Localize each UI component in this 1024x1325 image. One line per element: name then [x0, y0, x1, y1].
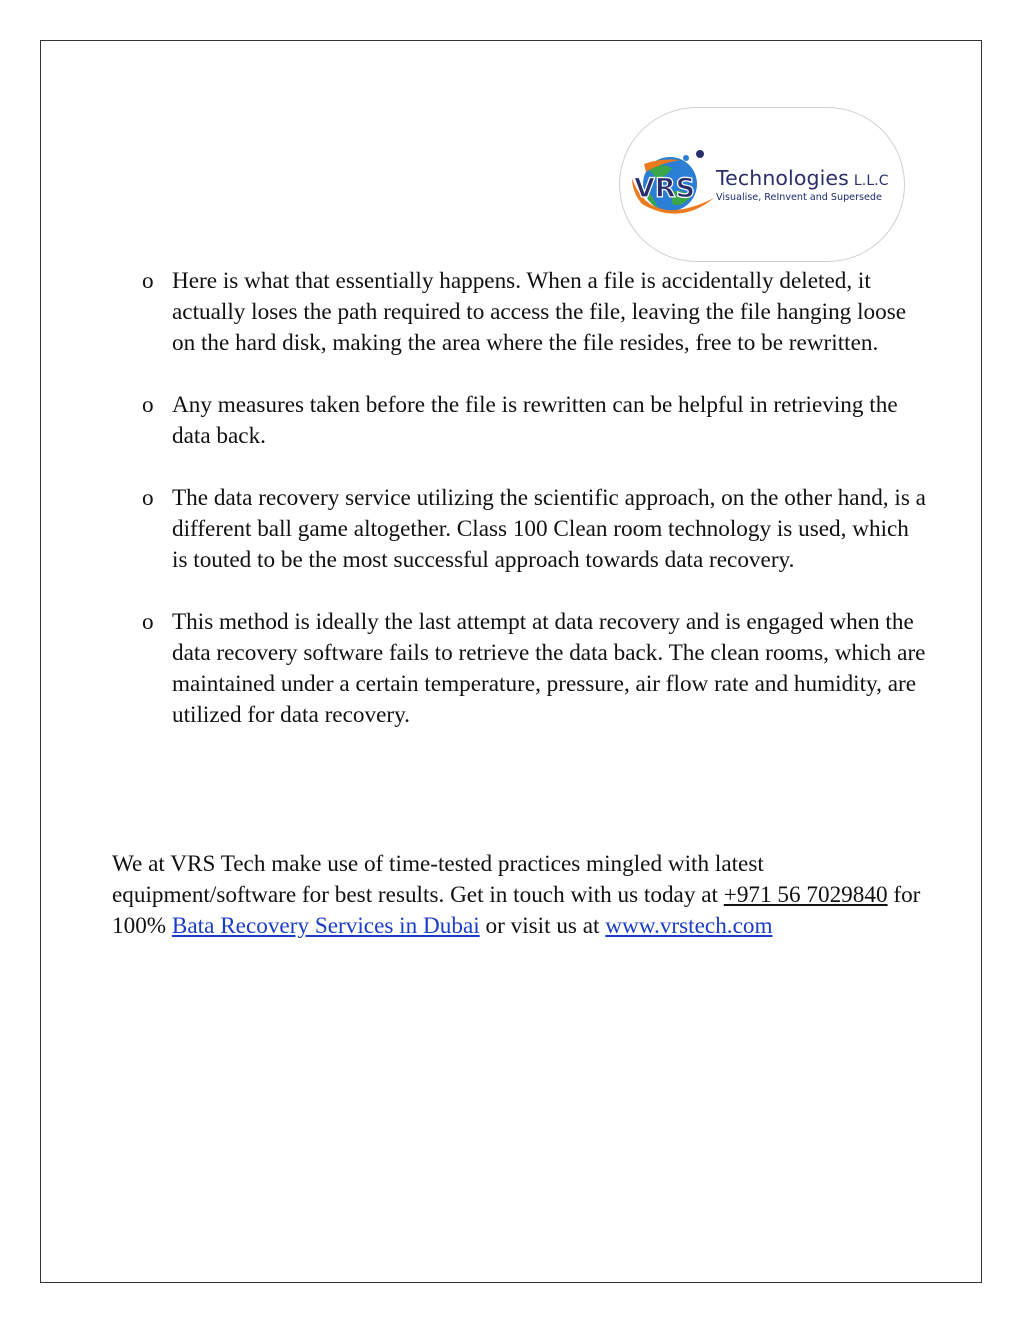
closing-paragraph [112, 849, 932, 942]
list-item [140, 607, 930, 731]
logo-badge-text: VRS [634, 173, 696, 204]
bullet-text: Any measures taken before the file is rewritten can be helpful in retrieving the data back. [172, 392, 898, 449]
logo-company-suffix: L.L.C [853, 173, 889, 189]
logo-company-word: Technologies [716, 166, 849, 190]
bullet-text: Here is what that essentially happens. When a file is accidentally deleted, it actually loses the path required to access the file, leaving the file hanging loose on the hard disk, making the area where the file resides, free to be rewritten. [172, 268, 907, 356]
closing-text-before-site: or visit us at [479, 913, 606, 939]
closing-text-after-phone: for 100% [112, 882, 921, 939]
bullet-marker: o [142, 609, 154, 635]
bullet-text: This method is ideally the last attempt at data recovery and is engaged when the data recovery software fails to retrieve the data back. The clean rooms, which are maintained under a certain temperature, pressure, air flow rate and humidity, are utilized for data recovery. [172, 609, 926, 728]
service-link[interactable]: Bata Recovery Services in Dubai [171, 913, 480, 939]
list-item [140, 390, 930, 452]
phone-link[interactable]: +971 56 7029840 [723, 882, 888, 908]
logo-tagline: Visualise, ReInvent and Supersede [716, 192, 882, 203]
logo-company-name [716, 166, 889, 190]
list-item [140, 483, 930, 576]
website-link[interactable]: www.vrstech.com [605, 913, 773, 939]
list-item [140, 266, 930, 359]
bullet-list [140, 266, 930, 762]
company-logo [619, 107, 905, 262]
closing-text-before-phone: We at VRS Tech make use of time-tested practices mingled with latest equipment/software for best results. Get in touch with us today at [112, 851, 764, 908]
bullet-marker: o [142, 268, 154, 294]
bullet-text: The data recovery service utilizing the scientific approach, on the other hand, is a different ball game altogether. Class 100 Clean room technology is used, which is touted to be the most successful approach towards data recovery. [172, 485, 926, 573]
bullet-marker: o [142, 392, 154, 418]
bullet-marker: o [142, 485, 154, 511]
